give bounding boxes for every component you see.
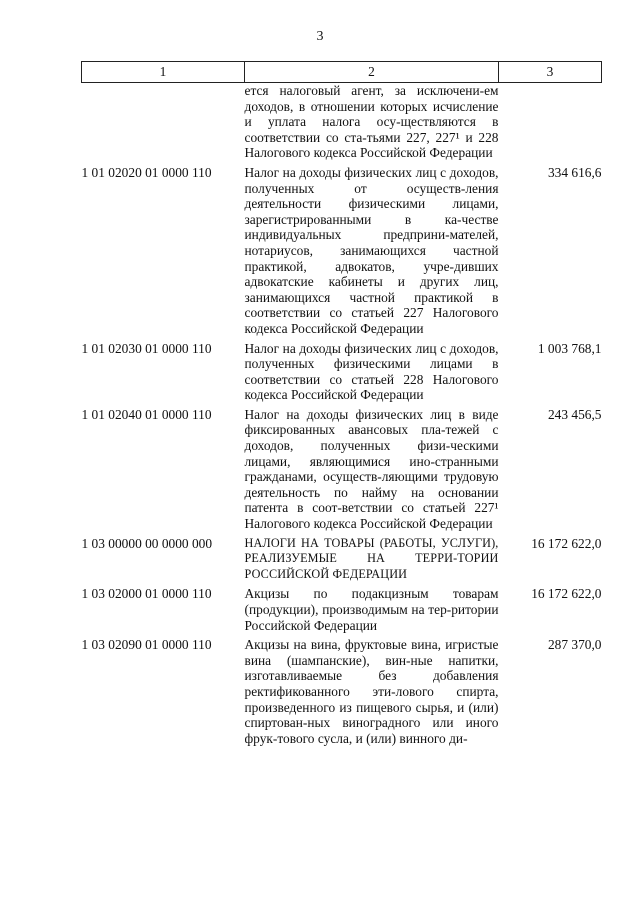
row-amount: 16 172 622,0 — [531, 535, 602, 551]
table-row — [82, 83, 602, 165]
row-description: ется налоговый агент, за исключени-ем доходов, в отношении которых исчисление и уплата налога осу-ществляются в соответствии со ста-тьями 227, 227¹ и 228 Налогового кодекса Российской Федерации — [244, 83, 499, 161]
row-amount: 334 616,6 — [547, 164, 602, 180]
table-row — [82, 341, 602, 407]
row-description: Акцизы на вина, фруктовые вина, игристые вина (шампанские), вин-ные напитки, изготавливаемые без добавления ректификованного эти-лового спирта, произведенного из пищевого сырья, и (или) спиртован-ных виноградного или иного фрук-тового сусла, и (или) винного ди- — [244, 637, 499, 746]
page-number: 3 — [316, 29, 324, 44]
row-code: 1 03 00000 00 0000 000 — [81, 535, 213, 551]
row-amount — [499, 83, 602, 165]
row-code: 1 01 02030 01 0000 110 — [81, 340, 212, 356]
table-row — [82, 165, 602, 341]
table-row — [82, 407, 602, 536]
row-description: НАЛОГИ НА ТОВАРЫ (РАБОТЫ, УСЛУГИ), РЕАЛИЗУЕМЫЕ НА ТЕРРИ-ТОРИИ РОССИЙСКОЙ ФЕДЕРАЦИИ — [244, 535, 499, 581]
row-code: 1 03 02090 01 0000 110 — [81, 637, 212, 653]
row-description: Налог на доходы физических лиц с доходов, полученных физическими лицами в соответствии со статьей 228 Налогового кодекса Российской Федерации — [244, 340, 499, 403]
row-description: Акцизы по подакцизным товарам (продукции), производимым на тер-ритории Российской Федерации — [244, 586, 499, 633]
column-header-2: 2 — [245, 62, 499, 83]
table-row — [82, 637, 602, 746]
column-header-3: 3 — [499, 62, 602, 83]
row-amount: 243 456,5 — [547, 406, 602, 422]
column-header-1: 1 — [82, 62, 245, 83]
row-amount: 287 370,0 — [547, 637, 602, 653]
revenue-table — [81, 61, 602, 746]
row-description: Налог на доходы физических лиц в виде фиксированных авансовых пла-тежей с доходов, полученных физи-ческими лицами, являющимися ино-странными гражданами, осуществ-ляющими трудовую деятельность по найму на основании патента в соот-ветствии со статьей 227¹ Налогового кодекса Российской Федерации — [244, 406, 499, 532]
table-row — [82, 536, 602, 587]
row-code: 1 03 02000 01 0000 110 — [81, 586, 212, 602]
row-amount: 1 003 768,1 — [537, 340, 602, 356]
row-description: Налог на доходы физических лиц с доходов, полученных от осуществ-ления деятельности физическими лицами, зарегистрированными в ка-честве индивидуальных предприни-мателей, нотариусов, занимающихся частной практикой, адвокатов, учре-дивших адвокатские кабинеты и других лиц, занимающихся частной практикой в соответствии со статьей 227 Налогового кодекса Российской Федерации — [244, 164, 499, 336]
row-code: 1 01 02020 01 0000 110 — [81, 164, 212, 180]
row-code: 1 01 02040 01 0000 110 — [81, 406, 212, 422]
row-code — [82, 83, 245, 165]
row-amount: 16 172 622,0 — [531, 586, 602, 602]
table-header-row — [82, 62, 602, 83]
table-row — [82, 586, 602, 637]
